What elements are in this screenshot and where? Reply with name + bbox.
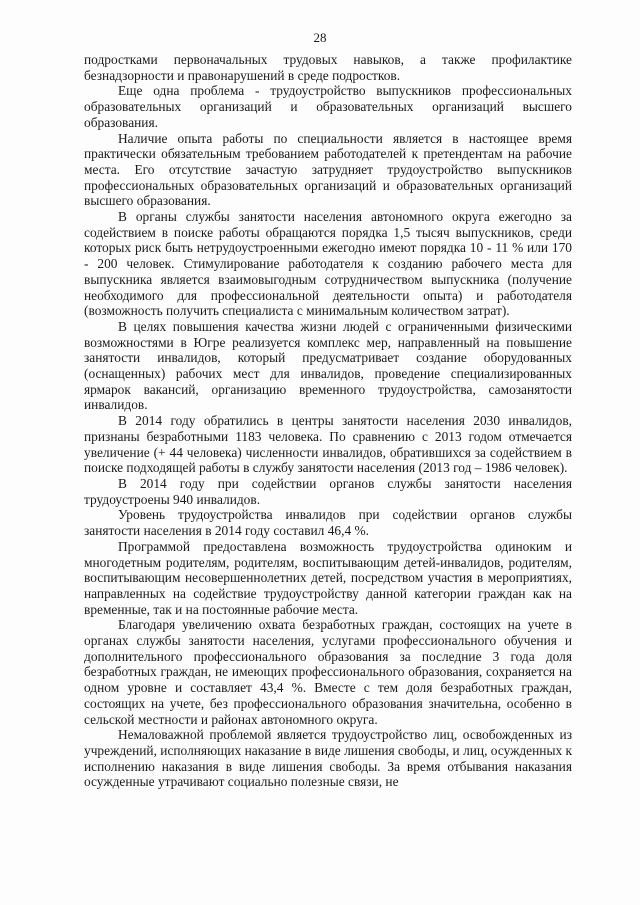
page-number: 28 — [313, 30, 327, 45]
paragraph: В 2014 году при содействии органов службы занятости населения трудоустроены 940 инвалидов. — [84, 475, 572, 507]
paragraph: Уровень трудоустройства инвалидов при содействии органов службы занятости населения в 2014 году составил 46,4 %. — [84, 507, 572, 539]
paragraph: В 2014 году обратились в центры занятости населения 2030 инвалидов, признаны безработными 1183 человека. По сравнению с 2013 годом отмечается увеличение (+ 44 человека) численности инвалидов, обратившихся за содействием в поиске подходящей работы в службу занятости населения (2013 год – 1986 человек). — [84, 413, 572, 476]
paragraph: Благодаря увеличению охвата безработных граждан, состоящих на учете в органах службы занятости населения, услугами профессионального обучения и дополнительного профессионального образования за последние 3 года доля безработных граждан, не имеющих профессионального образования, сохраняется на одном уровне и составляет 43,4 %. Вместе с тем доля безработных граждан, состоящих на учете, без профессионального образования значительна, особенно в сельской местности и районах автономного округа. — [84, 617, 572, 727]
paragraph: В целях повышения качества жизни людей с ограниченными физическими возможностями в Югре реализуется комплекс мер, направленный на повышение занятости инвалидов, который предусматривает создание оборудованных (оснащенных) рабочих мест для инвалидов, проведение специализированных ярмарок вакансий, организацию временного трудоустройства, самозанятости инвалидов. — [84, 318, 572, 413]
paragraph: Программой предоставлена возможность трудоустройства одиноким и многодетным родителям, родителям, воспитывающим детей-инвалидов, родителям, воспитывающим несовершеннолетних детей, посредством участия в мероприятиях, направленных на содействие трудоустройству данной категории граждан как на временные, так и на постоянные рабочие места. — [84, 538, 572, 617]
paragraph: В органы службы занятости населения автономного округа ежегодно за содействием в поиске работы обращаются порядка 1,5 тысяч выпускников, среди которых риск быть нетрудоустроенными ежегодно имеют порядка 10 - 11 % или 170 - 200 человек. Стимулирование работодателя к созданию рабочего места для выпускника является взаимовыгодным сотрудничеством выпускника (получение необходимого для профессиональной деятельности опыта) и работодателя (возможность получить специалиста с минимальным количеством затрат). — [84, 209, 572, 319]
body-text — [84, 52, 572, 790]
paragraph: Наличие опыта работы по специальности является в настоящее время практически обязательным требованием работодателей к претендентам на рабочие места. Его отсутствие зачастую затрудняет трудоустройство выпускников профессиональных образовательных организаций и образовательных организаций высшего образования. — [84, 130, 572, 209]
paragraph: Еще одна проблема - трудоустройство выпускников профессиональных образовательных организаций и образовательных организаций высшего образования. — [84, 83, 572, 130]
paragraph: подростками первоначальных трудовых навыков, а также профилактике безнадзорности и правонарушений в среде подростков. — [84, 52, 572, 83]
paragraph: Немаловажной проблемой является трудоустройство лиц, освобожденных из учреждений, исполняющих наказание в виде лишения свободы, и лиц, осужденных к исполнению наказания в виде лишения свободы. За время отбывания наказания осужденные утрачивают социально полезные связи, не — [84, 727, 572, 790]
